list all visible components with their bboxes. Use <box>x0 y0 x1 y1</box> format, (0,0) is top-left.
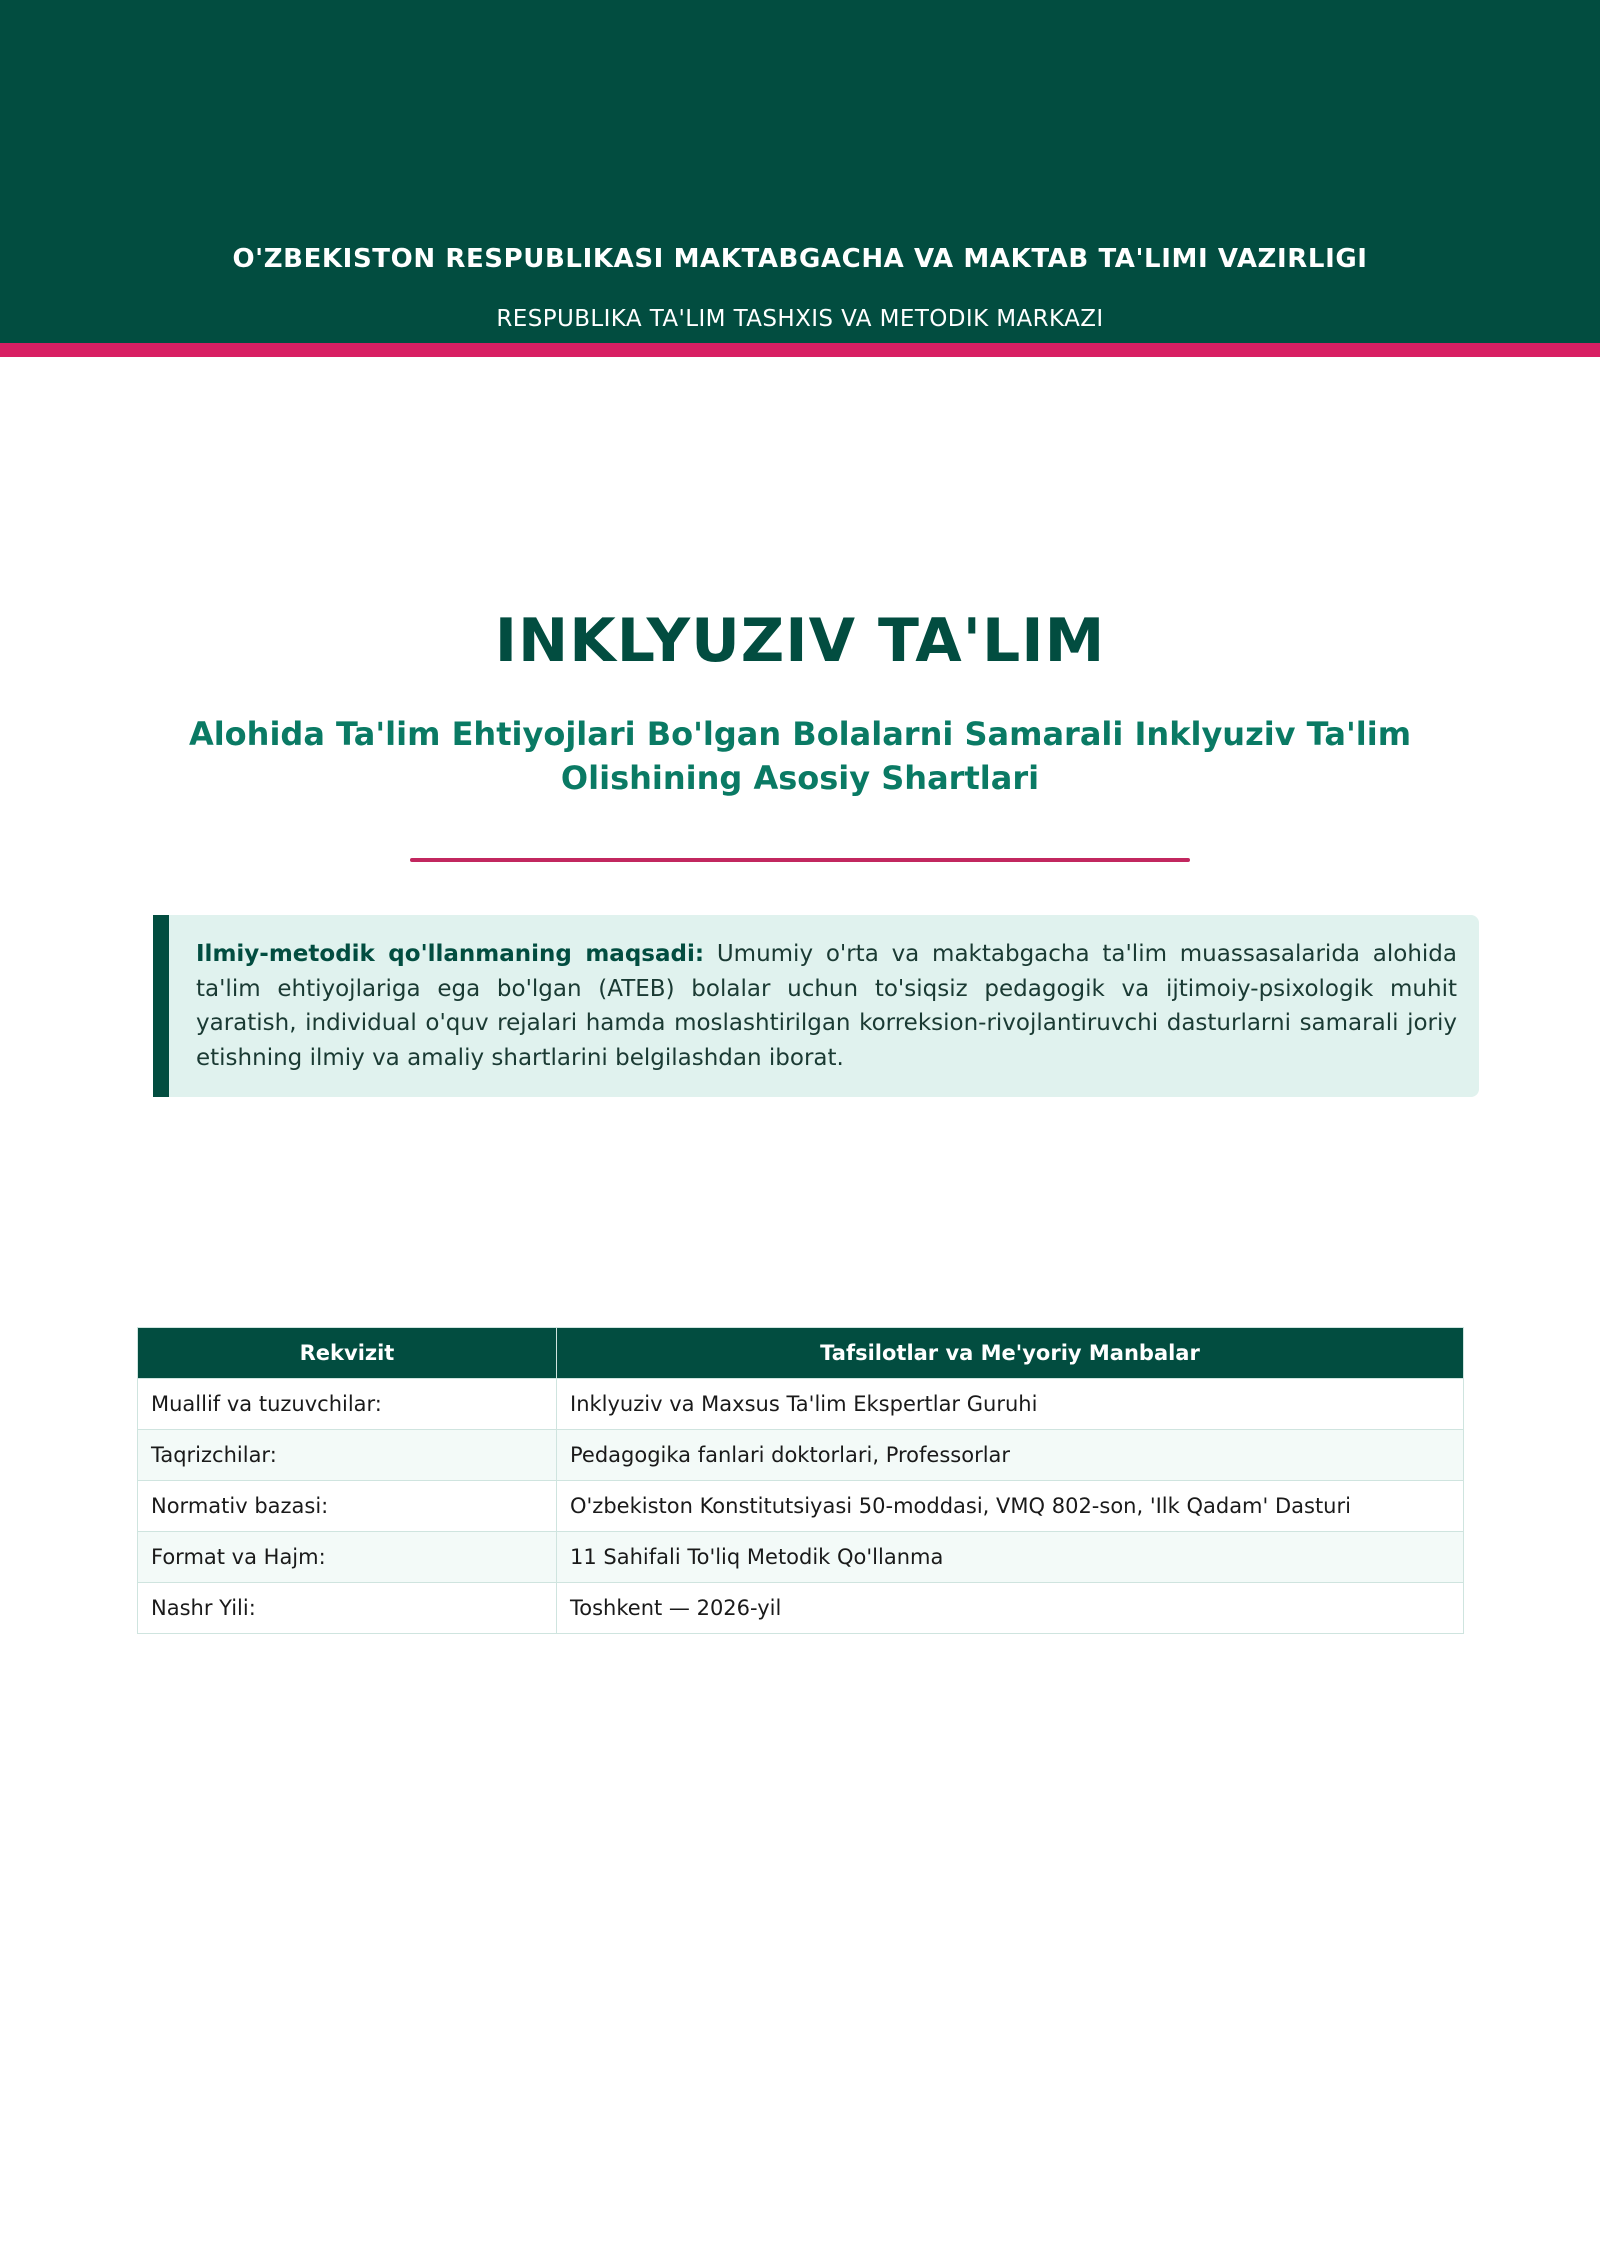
document-title: INKLYUZIV TA'LIM <box>494 606 1106 676</box>
header-banner <box>0 0 1600 343</box>
table-cell-label: Nashr Yili: <box>138 1583 557 1634</box>
ministry-name: O'ZBEKISTON RESPUBLIKASI MAKTABGACHA VA MAKTAB TA'LIMI VAZIRLIGI <box>232 244 1368 274</box>
table-cell-value: Pedagogika fanlari doktorlari, Professorlar <box>557 1430 1464 1481</box>
table-header-row <box>138 1328 1464 1379</box>
header-accent-stripe <box>0 343 1600 357</box>
table-cell-value: Toshkent — 2026-yil <box>557 1583 1464 1634</box>
table-cell-value: 11 Sahifali To'liq Metodik Qo'llanma <box>557 1532 1464 1583</box>
table-row <box>138 1379 1464 1430</box>
details-table <box>137 1327 1464 1634</box>
table-row <box>138 1430 1464 1481</box>
table-cell-value: O'zbekiston Konstitutsiyasi 50-moddasi, VMQ 802-son, 'Ilk Qadam' Dasturi <box>557 1481 1464 1532</box>
table-header-details: Tafsilotlar va Me'yoriy Manbalar <box>557 1328 1464 1379</box>
table-cell-value: Inklyuziv va Maxsus Ta'lim Ekspertlar Guruhi <box>557 1379 1464 1430</box>
table-cell-label: Taqrizchilar: <box>138 1430 557 1481</box>
table-row <box>138 1532 1464 1583</box>
table-row <box>138 1583 1464 1634</box>
center-name: RESPUBLIKA TA'LIM TASHXIS VA METODIK MARKAZI <box>496 306 1104 332</box>
purpose-paragraph <box>196 937 1457 1075</box>
table-cell-label: Normativ bazasi: <box>138 1481 557 1532</box>
document-subtitle: Alohida Ta'lim Ehtiyojlari Bo'lgan Bolalarni Samarali Inklyuziv Ta'lim Olishining Asosiy Shartlari <box>188 715 1412 797</box>
title-divider <box>410 858 1190 862</box>
table-header-requisite: Rekvizit <box>138 1328 557 1379</box>
purpose-text: Umumiy o'rta va maktabgacha ta'lim muassasalarida alohida ta'lim ehtiyojlariga ega bo'lgan (ATEB) bolalar uchun to'siqsiz pedagogik va ijtimoiy-psixologik muhit yaratish, individual o'quv rejalari hamda moslashtirilgan korreksion-rivojlantiruvchi dasturlarni samarali joriy etishning ilmiy va amaliy shartlarini belgilashdan iborat. <box>196 941 1458 1071</box>
table-row <box>138 1481 1464 1532</box>
table-cell-label: Format va Hajm: <box>138 1532 557 1583</box>
purpose-box <box>153 915 1479 1097</box>
table-cell-label: Muallif va tuzuvchilar: <box>138 1379 557 1430</box>
purpose-label: Ilmiy-metodik qo'llanmaning maqsadi: <box>196 941 705 967</box>
